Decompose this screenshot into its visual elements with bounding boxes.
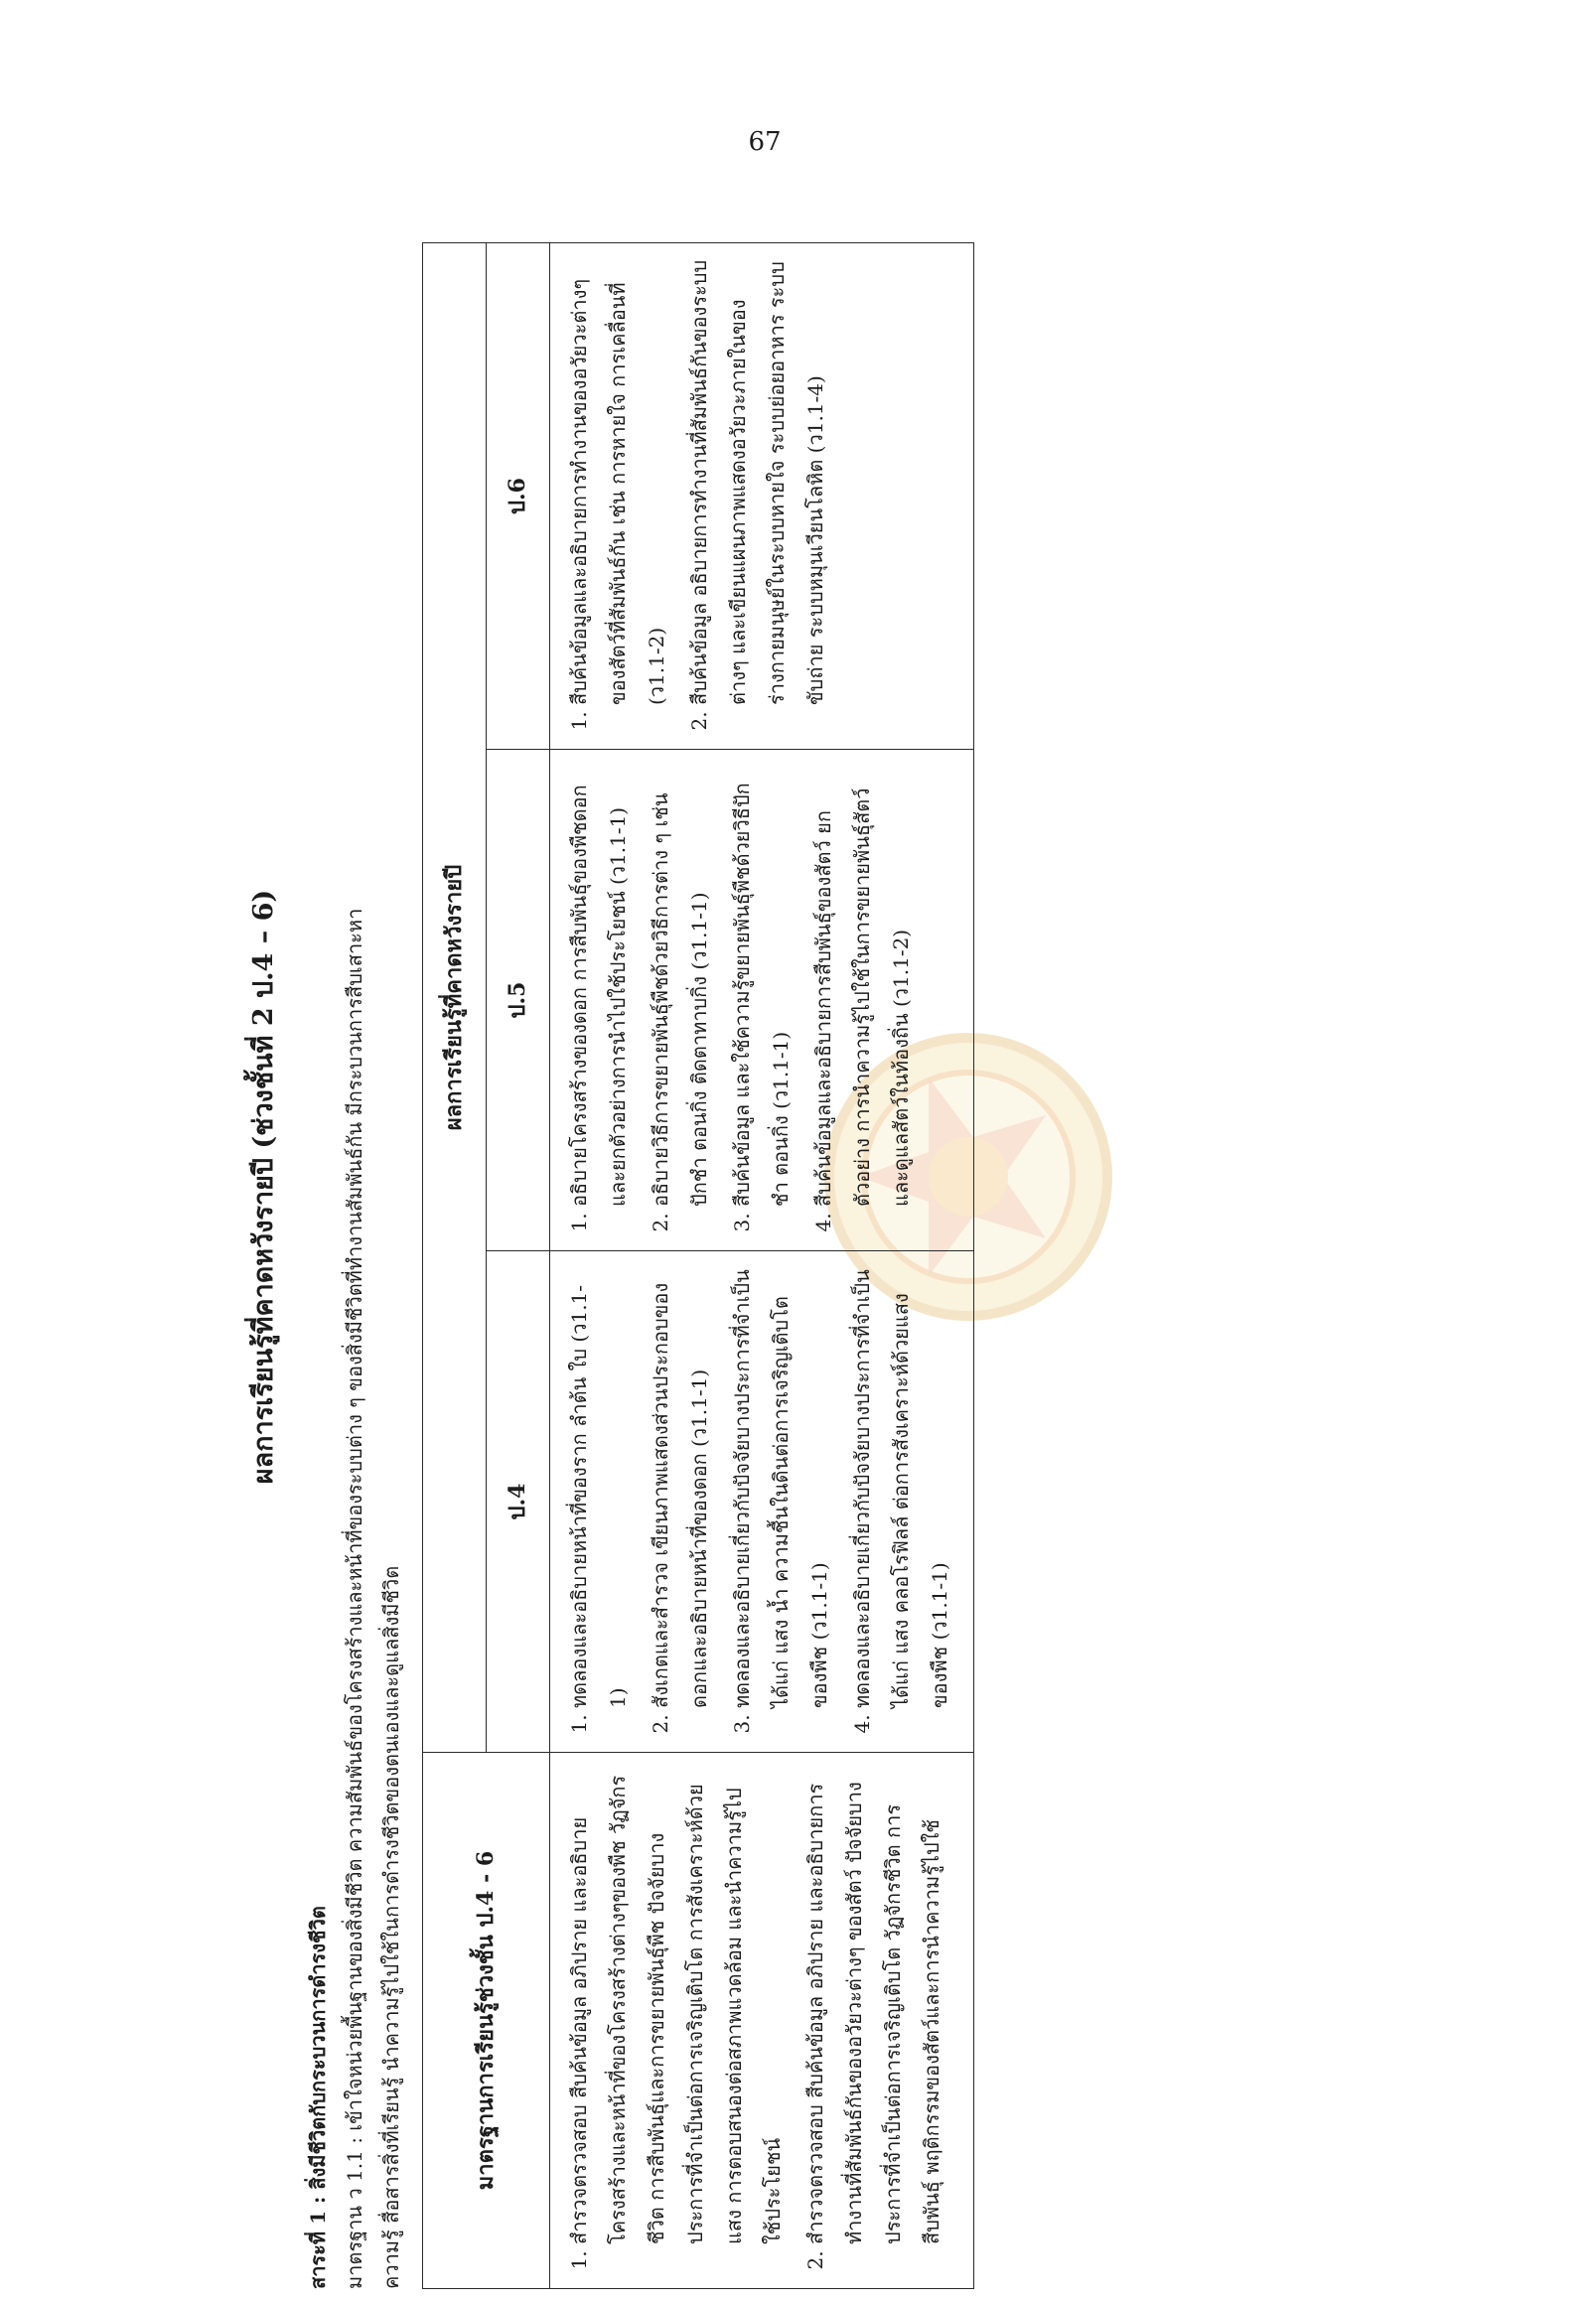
header-block [303, 233, 413, 2289]
list-item: 1. สำรวจตรวจสอบ สืบค้นข้อมูล อภิปราย และอธิบายโครงสร้างและหน้าที่ของโครงสร้างต่างๆของพืช วัฏจักรชีวิต การสืบพันธุ์และการขยายพันธุ์พืช ปัจจัยบางประการที่จำเป็นต่อการเจริญเติบโต การสังเคราะห์ด้วยแสง การตอบสนองต่อสภาพแวดล้อม และนำความรู้ไปใช้ประโยชน์ [560, 1767, 793, 2244]
outcomes-header: ผลการเรียนรู้ที่คาดหวังรายปี [423, 243, 487, 1753]
content-row [549, 243, 973, 2289]
p5-cell [549, 750, 973, 1251]
rotated-document [233, 233, 1534, 2289]
document-title: ผลการเรียนรู้ที่คาดหวังรายปี (ช่วงชั้นที่ 2 ป.4 – 6) [248, 889, 279, 1485]
standard-line-cont: ความรู้ สื่อสารสิ่งที่เรียนรู้ นำความรู้ไปใช้ในการดำรงชีวิตของตนเองและดูแลสิ่งมีชีวิต [379, 1565, 403, 2289]
learning-outcomes-table [422, 242, 974, 2289]
standards-cell [549, 1753, 973, 2289]
grade-p4: ป.4 [486, 1251, 549, 1753]
list-item: 2. สังเกตและสำรวจ เขียนภาพแสดงส่วนประกอบของดอกและอธิบายหน้าที่ของดอก (ว1.1-1) [642, 1265, 719, 1708]
p6-cell [549, 243, 973, 750]
list-item: 3. ทดลองและอธิบายเกี่ยวกับปัจจัยบางประการที่จำเป็นได้แก่ แสง น้ำ ความชื้นในดินต่อการเจริญเติบโตของพืช (ว1.1-1) [723, 1265, 839, 1708]
list-item: 2. สำรวจตรวจสอบ สืบค้นข้อมูล อภิปราย และอธิบายการทำงานที่สัมพันธ์กันของอวัยวะต่างๆ ของสัตว์ ปัจจัยบางประการที่จำเป็นต่อการเจริญเติบโต วัฏจักรชีวิต การสืบพันธุ์ พฤติกรรมของสัตว์และการนำความรู้ไปใช้ [797, 1767, 951, 2244]
list-item: 1. สืบค้นข้อมูลและอธิบายการทำงานของอวัยวะต่างๆของสัตว์ที่สัมพันธ์กัน เช่น การหายใจ การเคลื่อนที่ (ว1.1-2) [560, 257, 676, 705]
page-number: 67 [748, 127, 782, 157]
p4-cell [549, 1251, 973, 1753]
list-item: 4. ทดลองและอธิบายเกี่ยวกับปัจจัยบางประการที่จำเป็นได้แก่ แสง คลอโรฟิลล์ ต่อการสังเคราะห์ด้วยแสงของพืช (ว1.1-1) [843, 1265, 959, 1708]
grade-p5: ป.5 [486, 750, 549, 1251]
list-item: 3. สืบค้นข้อมูล และใช้ความรู้ขยายพันธุ์พืชด้วยวิธีปักชำ ตอนกิ่ง (ว1.1-1) [723, 764, 800, 1207]
list-item: 1. อธิบายโครงสร้างของดอก การสืบพันธุ์ของพืชดอกและยกตัวอย่างการนำไปใช้ประโยชน์ (ว1.1-1) [560, 764, 638, 1207]
list-item: 2. อธิบายวิธีการขยายพันธุ์พืชด้วยวิธีการต่าง ๆ เช่น ปักชำ ตอนกิ่ง ติดตาทาบกิ่ง (ว1.1-1) [642, 764, 719, 1207]
header-row [423, 243, 487, 2289]
strand-line: สาระที่ 1 : สิ่งมีชีวิตกับกระบวนการดำรงชีวิต [306, 1906, 330, 2289]
grade-p6: ป.6 [486, 243, 549, 750]
standards-header: มาตรฐานการเรียนรู้ช่วงชั้น ป.4 - 6 [423, 1753, 550, 2289]
list-item: 2. สืบค้นข้อมูล อธิบายการทำงานที่สัมพันธ์กันของระบบต่างๆ และเขียนแผนภาพแสดงอวัยวะภายในของร่างกายมนุษย์ในระบบหายใจ ระบบย่อยอาหาร ระบบขับถ่าย ระบบหมุนเวียนโลหิต (ว1.1-4) [680, 257, 835, 705]
standard-line: มาตรฐาน ว 1.1 : เข้าใจหน่วยพื้นฐานของสิ่งมีชีวิต ความสัมพันธ์ของโครงสร้างและหน้าที่ของระบบต่าง ๆ ของสิ่งมีชีวิตที่ทำงานสัมพันธ์กัน มีกระบวนการสืบเสาะหา [343, 908, 366, 2289]
list-item: 4. สืบค้นข้อมูลและอธิบายการสืบพันธุ์ของสัตว์ ยกตัวอย่าง การนำความรู้ไปใช้ในการขยายพันธุ์สัตว์ และดูแลสัตว์ในท้องถิ่น (ว1.1-2) [804, 764, 921, 1207]
list-item: 1. ทดลองและอธิบายหน้าที่ของราก ลำต้น ใบ (ว1.1-1) [560, 1265, 638, 1708]
